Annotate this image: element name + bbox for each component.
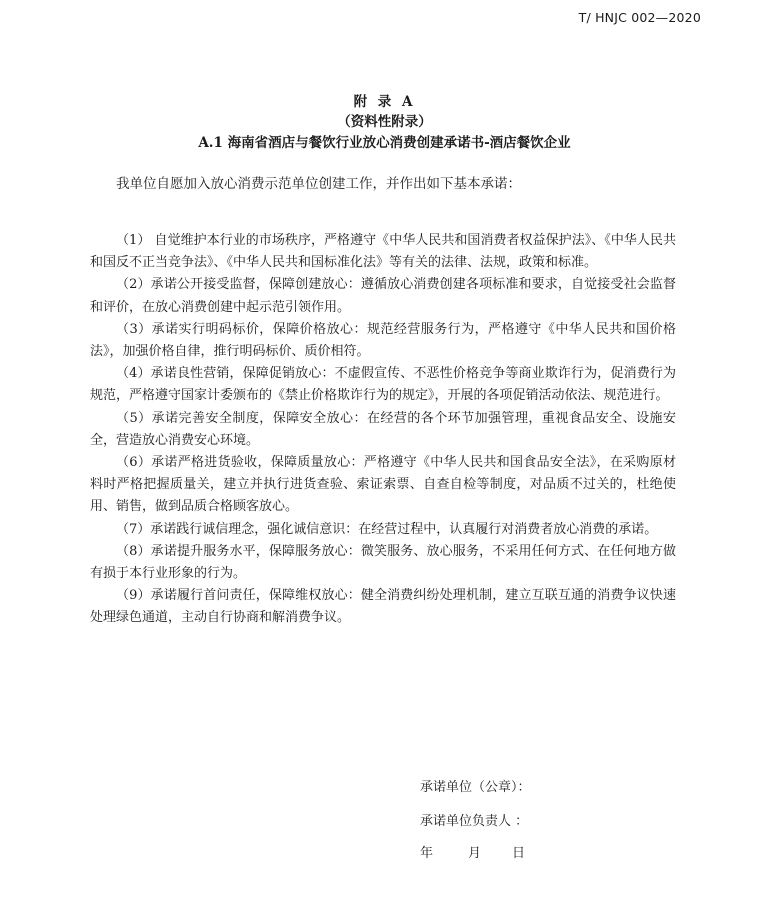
appendix-title: 附 录 A [353, 94, 416, 110]
signature-person-label: 承诺单位负责人 ： [420, 814, 529, 829]
commitment-item-5: （5）承诺完善安全制度，保障安全放心：在经营的各个环节加强管理，重视食品安全、设施安全，营造放心消费安心环境。 [90, 410, 676, 448]
commitment-item-8: （8）承诺提升服务水平，保障服务放心：微笑服务、放心服务，不采用任何方式、在任何地方做有损于本行业形象的行为。 [90, 543, 676, 582]
date-year-label: 年 [420, 846, 434, 861]
signature-unit-label: 承诺单位（公章）： [420, 780, 531, 795]
commitment-item-7: （7）承诺践行诚信理念，强化诚信意识：在经营过程中，认真履行对消费者放心消费的承诺。 [116, 521, 658, 537]
document-code: T/ HNJC 002—2020 [578, 10, 701, 25]
commitment-item-9: （9）承诺履行首问责任，保障维权放心：健全消费纠纷处理机制，建立互联互通的消费争议快速处理绿色通道，主动自行协商和解消费争议。 [90, 588, 676, 626]
commitment-item-1: （1） 自觉维护本行业的市场秩序，严格遵守《中华人民共和国消费者权益保护法》、《中华人民共和国反不正当竞争法》、《中华人民共和国标准化法》等有关的法律、法规，政策和标准。 [90, 233, 676, 271]
date-month-label: 月 [468, 846, 482, 861]
commitment-list [90, 230, 676, 630]
commitment-item-4: （4）承诺良性营销，保障促销放心：不虚假宣传、不恶性价格竞争等商业欺诈行为，促消费行为规范，严格遵守国家计委颁布的《禁止价格欺诈行为的规定》，开展的各项促销活动依法、规范进行。 [90, 366, 676, 404]
commitment-item-6: （6）承诺严格进货验收，保障质量放心：严格遵守《中华人民共和国食品安全法》，在采购原材料时严格把握质量关，建立并执行进货查验、索证索票、自查自检等制度，对品质不过关的，杜绝使用、销售，做到品质合格顾客放心。 [90, 455, 676, 515]
commitment-item-2: （2）承诺公开接受监督，保障创建放心：遵循放心消费创建各项标准和要求，自觉接受社会监督和评价，在放心消费创建中起示范引领作用。 [90, 277, 676, 315]
appendix-subtitle: （资料性附录） [337, 114, 432, 130]
commitment-item-3: （3）承诺实行明码标价，保障价格放心：规范经营服务行为，严格遵守《中华人民共和国价格法》，加强价格自律，推行明码标价、质价相符。 [90, 321, 676, 360]
intro-paragraph: 我单位自愿加入放心消费示范单位创建工作，并作出如下基本承诺： [116, 176, 521, 192]
signature-date [420, 842, 525, 861]
section-title: A.1 海南省酒店与餐饮行业放心消费创建承诺书-酒店餐饮企业 [198, 135, 571, 151]
date-day-label: 日 [512, 846, 526, 861]
